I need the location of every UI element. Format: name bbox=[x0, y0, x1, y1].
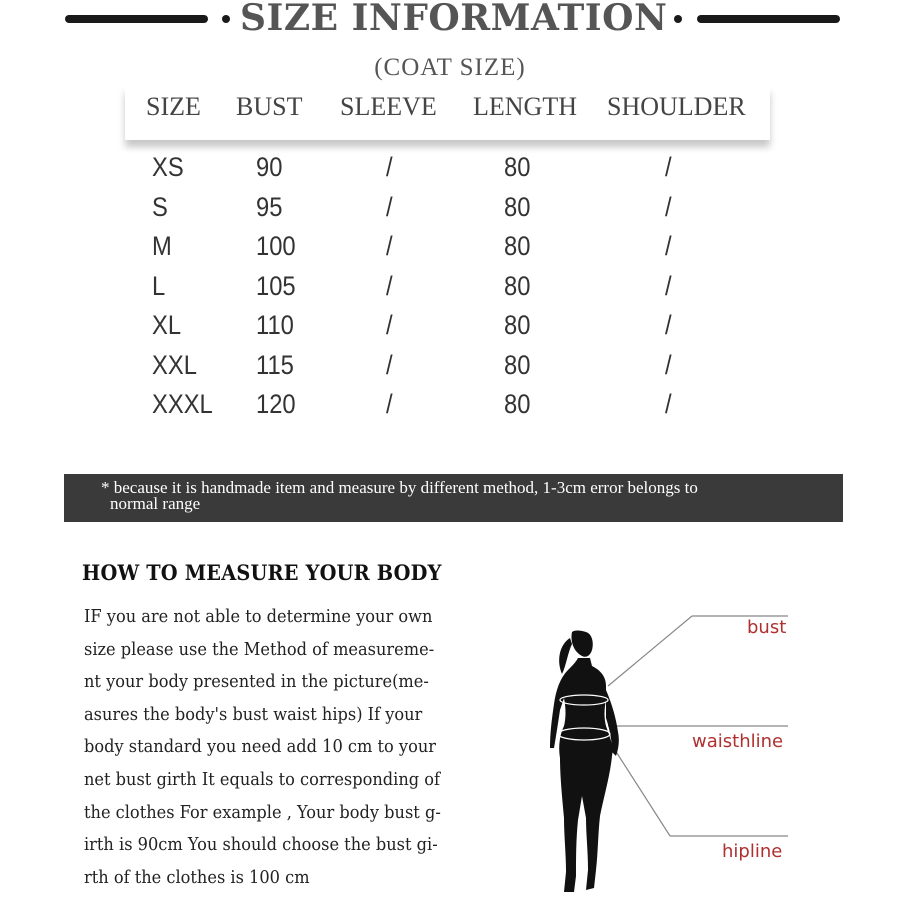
cell-sleeve: / bbox=[386, 231, 393, 261]
cell-length: 80 bbox=[504, 192, 531, 222]
page-subtitle: (COAT SIZE) bbox=[374, 54, 526, 81]
cell-length: 80 bbox=[504, 231, 531, 261]
notice-line-2: normal range bbox=[110, 494, 201, 513]
cell-size: S bbox=[152, 192, 168, 222]
cell-bust: 95 bbox=[256, 192, 283, 222]
column-header-length: LENGTH bbox=[473, 92, 577, 121]
cell-bust: 90 bbox=[256, 152, 283, 182]
cell-bust: 105 bbox=[256, 271, 296, 301]
column-header-bust: BUST bbox=[236, 92, 303, 121]
cell-length: 80 bbox=[504, 271, 531, 301]
paragraph-line: irth is 90cm You should choose the bust gi- bbox=[84, 834, 438, 856]
notice-line-1: * because it is handmade item and measure by different method, 1-3cm error belongs to bbox=[101, 478, 698, 497]
table-row bbox=[0, 192, 900, 232]
cell-bust: 115 bbox=[256, 350, 294, 380]
cell-shoulder: / bbox=[665, 310, 672, 340]
title-bar bbox=[0, 0, 900, 45]
table-row bbox=[0, 271, 900, 311]
handmade-notice bbox=[64, 474, 843, 522]
cell-shoulder: / bbox=[665, 350, 672, 380]
paragraph-line: rth of the clothes is 100 cm bbox=[84, 866, 310, 888]
paragraph-line: net bust girth It equals to corresponding of bbox=[84, 768, 441, 790]
cell-sleeve: / bbox=[386, 192, 393, 222]
cell-size: XXXL bbox=[152, 389, 213, 419]
paragraph-line: nt your body presented in the picture(me- bbox=[84, 671, 429, 693]
column-header-sleeve: SLEEVE bbox=[340, 92, 437, 121]
title-rule-right bbox=[697, 15, 840, 23]
cell-length: 80 bbox=[504, 389, 531, 419]
table-row bbox=[0, 231, 900, 271]
column-header-size: SIZE bbox=[146, 92, 201, 121]
table-row bbox=[0, 152, 900, 192]
cell-size: L bbox=[152, 271, 166, 301]
paragraph-line: IF you are not able to determine your own bbox=[84, 606, 433, 627]
paragraph-line: size please use the Method of measureme- bbox=[84, 638, 435, 660]
cell-bust: 110 bbox=[256, 310, 294, 340]
cell-size: XL bbox=[152, 310, 182, 340]
howto-paragraph bbox=[84, 606, 514, 899]
hip-label: hipline bbox=[722, 841, 783, 862]
cell-sleeve: / bbox=[386, 389, 393, 419]
measurement-figure bbox=[520, 600, 810, 900]
cell-shoulder: / bbox=[665, 231, 672, 261]
cell-size: XXL bbox=[152, 350, 197, 380]
cell-shoulder: / bbox=[665, 271, 672, 301]
paragraph-line: body standard you need add 10 cm to your bbox=[84, 736, 437, 758]
column-header-shoulder: SHOULDER bbox=[607, 92, 746, 121]
bust-label: bust bbox=[747, 617, 787, 638]
cell-size: M bbox=[152, 231, 172, 261]
table-row bbox=[0, 389, 900, 429]
howto-heading: HOW TO MEASURE YOUR BODY bbox=[82, 560, 442, 585]
paragraph-line: the clothes For example , Your body bust g- bbox=[84, 801, 441, 823]
cell-length: 80 bbox=[504, 350, 531, 380]
cell-bust: 120 bbox=[256, 389, 296, 419]
cell-shoulder: / bbox=[665, 192, 672, 222]
page-title: SIZE INFORMATION bbox=[240, 0, 668, 39]
title-dot-left bbox=[222, 15, 230, 23]
cell-sleeve: / bbox=[386, 271, 393, 301]
title-dot-right bbox=[674, 15, 682, 23]
table-row bbox=[0, 350, 900, 390]
cell-length: 80 bbox=[504, 152, 531, 182]
cell-sleeve: / bbox=[386, 310, 393, 340]
table-header bbox=[125, 86, 770, 140]
cell-length: 80 bbox=[504, 310, 531, 340]
cell-shoulder: / bbox=[665, 152, 672, 182]
waist-label: waisthline bbox=[692, 731, 784, 752]
title-rule-left bbox=[65, 15, 208, 23]
paragraph-line: asures the body's bust waist hips) If your bbox=[84, 703, 423, 725]
cell-size: XS bbox=[152, 152, 184, 182]
cell-sleeve: / bbox=[386, 152, 393, 182]
cell-shoulder: / bbox=[665, 389, 672, 419]
table-row bbox=[0, 310, 900, 350]
cell-sleeve: / bbox=[386, 350, 393, 380]
cell-bust: 100 bbox=[256, 231, 296, 261]
